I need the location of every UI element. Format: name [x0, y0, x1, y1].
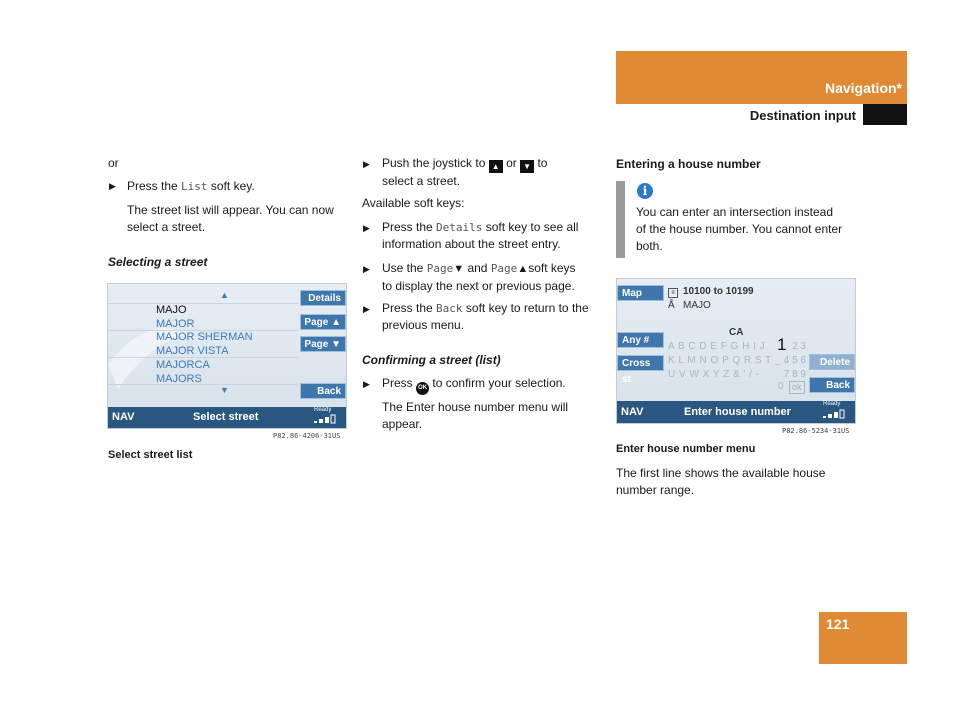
list-item[interactable]: MAJO [156, 304, 187, 316]
street-list-paragraph: The street list will appear. You can now select a street. [127, 203, 334, 234]
list-item[interactable]: MAJOR SHERMAN [156, 331, 253, 344]
digit-grid [788, 340, 806, 354]
bullet-confirm: Press OK to confirm your selection. [382, 375, 566, 395]
subhead-confirming-street: Confirming a street (list) [362, 353, 501, 367]
delete-button[interactable]: Delete [809, 354, 855, 370]
available-softkeys-text: Available soft keys: [362, 196, 465, 210]
street-name: MAJO [683, 300, 711, 311]
triangle-up-icon: ▲ [517, 263, 529, 275]
scroll-up-icon[interactable]: ▲ [220, 290, 229, 300]
info-sidebar [616, 181, 625, 258]
subsection-title: Destination input [749, 108, 856, 123]
ok-key[interactable]: ok [789, 381, 805, 394]
nav-label: NAV [112, 411, 135, 423]
letter-grid [668, 340, 788, 382]
bullet-arrow-icon: ▶ [363, 264, 370, 274]
range-paragraph: The first line shows the available house number range. [616, 466, 826, 497]
page-down-button[interactable]: Page ▼ [300, 336, 346, 352]
section-title: Navigation* [824, 80, 902, 96]
info-text: You can enter an intersection instead of the house number. You cannot enter both. [636, 205, 843, 253]
details-button[interactable]: Details [300, 290, 346, 306]
figure-caption: Select street list [108, 449, 193, 461]
section-header-box [616, 51, 907, 104]
ok-key-icon: OK [416, 382, 429, 395]
ready-label: Ready [314, 407, 332, 413]
scroll-down-icon[interactable]: ▼ [220, 385, 229, 395]
bullet-arrow-icon: ▶ [363, 159, 370, 169]
subhead-house-number: Entering a house number [616, 157, 761, 171]
ready-label: Ready [823, 401, 841, 407]
map-button[interactable]: Map [617, 285, 664, 301]
letter-row[interactable]: K L M N O P Q R S T _ , [668, 355, 788, 366]
list-softkey-code: List [181, 180, 208, 193]
page-number: 121 [826, 616, 850, 632]
house-number-screen [616, 278, 856, 424]
bullet-details: Press the Details soft key to see all information about the street entry. [382, 220, 579, 251]
back-button[interactable]: Back [809, 377, 855, 393]
digit-zero[interactable]: 0 [778, 381, 784, 392]
down-key-icon: ▼ [520, 160, 534, 173]
street-list [156, 304, 253, 386]
status-bar [108, 407, 346, 428]
list-item[interactable]: MAJORS [156, 372, 202, 385]
letter-row[interactable]: U V W X Y Z & ' / - [668, 369, 760, 380]
street-icon: Å [668, 300, 675, 311]
list-item[interactable]: MAJORCA [156, 358, 210, 371]
bullet-arrow-icon: ▶ [363, 304, 370, 314]
state-label: CA [729, 327, 744, 338]
signal-strength-icon [314, 414, 340, 427]
bullet-arrow-icon: ▶ [363, 379, 370, 389]
range-icon: ≡ [668, 288, 678, 298]
bullet-back: Press the Back soft key to return to the previous menu. [382, 301, 589, 332]
figure-caption: Enter house number menu [616, 443, 756, 455]
bullet-arrow-icon: ▶ [363, 223, 370, 233]
digit-row[interactable]: 4 5 6 [783, 355, 806, 366]
bullet-page: Use the Page▼ and Page▲soft keys to display the next or previous page. [382, 261, 576, 293]
digit-row[interactable]: 7 8 9 [783, 369, 806, 380]
subsection-marker [863, 104, 907, 125]
triangle-down-icon: ▼ [453, 263, 465, 275]
page-up-button[interactable]: Page ▲ [300, 314, 346, 330]
house-number-range: 10100 to 10199 [683, 286, 754, 297]
select-street-screen [107, 283, 347, 429]
screen-title: Select street [193, 411, 259, 423]
any-house-number-button[interactable]: Any # [617, 332, 664, 348]
up-key-icon: ▲ [489, 160, 503, 173]
subhead-selecting-street: Selecting a street [108, 255, 208, 269]
figure-id: P82.86-5234-31US [782, 427, 850, 435]
nav-label: NAV [621, 406, 644, 418]
letter-row[interactable]: A B C D E F G H I J [668, 341, 766, 352]
or-text: or [108, 156, 119, 170]
enter-house-paragraph: The Enter house number menu will appear. [382, 400, 569, 431]
bullet-arrow-icon: ▶ [109, 181, 116, 191]
list-item[interactable]: MAJOR VISTA [156, 345, 229, 358]
digit-row[interactable]: 2 3 [792, 341, 806, 352]
bullet-press-list: Press the List soft key. [127, 179, 255, 193]
status-bar [617, 401, 855, 423]
screen-title: Enter house number [684, 406, 791, 418]
entered-digit: 1 [777, 335, 787, 354]
info-icon: i [637, 183, 653, 199]
list-item[interactable]: MAJOR [156, 317, 195, 330]
cross-street-button[interactable]: Cross st [617, 355, 664, 371]
back-button[interactable]: Back [300, 383, 346, 399]
signal-strength-icon [823, 409, 849, 422]
bullet-joystick: Push the joystick to ▲ or ▼ to select a street. [382, 156, 548, 188]
figure-id: P82.86-4206-31US [273, 432, 341, 440]
